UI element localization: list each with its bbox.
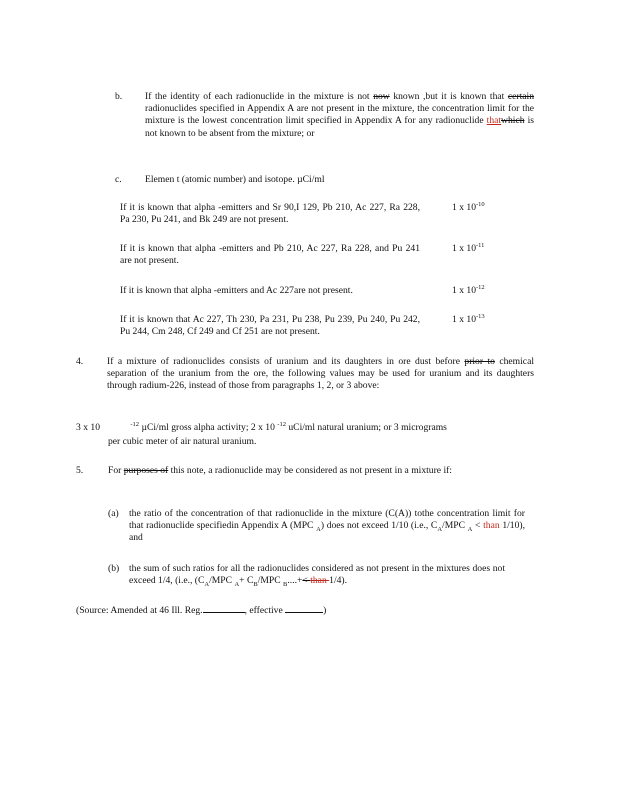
- item-c-heading: Elemen t (atomic number) and isotope. µCi/ml: [145, 174, 325, 185]
- item-5a-lt: <: [472, 520, 484, 532]
- row-2-exponent: -11: [475, 241, 485, 249]
- item-4-text-1: If a mixture of radionuclides consists of uranium and its daughters in ore dust before: [107, 356, 465, 367]
- alpha-base: 3 x 10: [76, 422, 100, 433]
- values-line-2: per cubic meter of air natural uranium.: [108, 436, 257, 447]
- item-4-text: [107, 356, 534, 393]
- item-c-label: c.: [115, 174, 122, 185]
- sub-b-1: A: [204, 581, 210, 589]
- item-5a-text-3: /MPC: [442, 520, 468, 532]
- deleted-certain: certain: [507, 91, 535, 102]
- deleted-lt: <: [302, 575, 311, 587]
- item-c-row-2-text: If it is known that alpha -emitters and Pb 210, Ac 227, Ra 228, and Pu 241 are not present.: [120, 243, 420, 267]
- values-line: [76, 422, 536, 434]
- row-3-exponent: -12: [475, 283, 485, 291]
- source-text-3: ): [323, 605, 327, 616]
- item-5a-label: (a): [108, 508, 119, 519]
- item-5b-text-1: the sum of such ratios for all the radionuclides considered as not present in the mixtures does not exceed 1/4, (i.e., (C: [129, 563, 505, 587]
- alpha-text: µCi/ml gross alpha activity; 2 x 10: [139, 422, 278, 433]
- deleted-purposes-of: purposes of: [123, 465, 169, 476]
- item-5-text-1: this note, a radionuclide may be considered as not present in a mixture if:: [168, 465, 452, 476]
- row-1-exponent: -10: [475, 200, 485, 208]
- item-b-label: b.: [115, 91, 123, 102]
- item-c-row-4-text: If it is known that Ac 227, Th 230, Pa 231, Pu 238, Pu 239, Pu 240, Pu 242, Pu 244, Cm 248, Cf 249 and Cf 251 are not present.: [120, 314, 420, 338]
- item-4-label: 4.: [76, 356, 84, 367]
- item-c-row-1-value: [452, 202, 485, 214]
- deleted-which: which: [501, 115, 525, 127]
- row-4-base: 1 x 10: [452, 314, 476, 325]
- sub-b-4: B: [283, 581, 288, 589]
- item-5a-text-4: 1/10), and: [129, 520, 525, 544]
- inserted-that: that: [486, 115, 502, 127]
- item-c-row-3-value: [452, 285, 485, 297]
- deleted-prior-to: prior to: [464, 356, 495, 367]
- item-5-intro: [108, 465, 490, 477]
- sub-a-2: A: [437, 526, 443, 534]
- item-5b-text-2: /MPC: [209, 575, 235, 587]
- item-5b-text-5: ....+: [287, 575, 303, 587]
- item-5a-text: [129, 508, 525, 545]
- item-c-row-1-text: If it is known that alpha -emitters and Sr 90,I 129, Pb 210, Ac 227, Ra 228, Pa 230, Pu 241, and Bk 249 are not present.: [120, 202, 420, 226]
- item-b-text-2: known ,but it is known that: [389, 91, 508, 102]
- row-2-base: 1 x 10: [452, 243, 476, 254]
- alpha-exponent: -12: [130, 420, 140, 428]
- item-c-row-4-value: [452, 314, 485, 326]
- row-1-base: 1 x 10: [452, 202, 476, 213]
- item-4-text-2: chemical separation of the uranium from the ore, the following values may be used for uranium and its daughters through radium-226, instead of those from paragraphs 1, 2, or 3 above:: [107, 356, 534, 392]
- item-b-text-3: radionuclides specified in Appendix A are not present in the mixture, the concentration limit for the mixture is the lowest concentration limit specified in Appendix A for any radionuclide: [145, 103, 534, 127]
- uranium-text: uCi/ml natural uranium; or 3 micrograms: [285, 422, 447, 433]
- inserted-than-a: than: [483, 520, 500, 532]
- sub-b-2: A: [234, 581, 240, 589]
- deleted-than-b: than: [310, 575, 330, 587]
- sub-a-3: A: [467, 526, 473, 534]
- item-b-text-4: is not known to be absent from the mixture; or: [145, 115, 534, 139]
- item-5a-text-1: the ratio of the concentration of that radionuclide in the mixture (C(A)) tothe concentration limit for that radionuclide specifiedin Appendix A (MPC: [129, 508, 525, 532]
- effective-blank: [285, 603, 323, 613]
- item-c-row-2-value: [452, 243, 484, 255]
- sub-a-1: A: [316, 526, 321, 534]
- item-5b-text-6: 1/4).: [329, 575, 347, 587]
- item-5b-label: (b): [108, 563, 120, 574]
- item-5b-text: [129, 563, 505, 587]
- item-5b-text-4: /MPC: [257, 575, 284, 587]
- item-5-label: 5.: [76, 465, 84, 476]
- item-5-for: For: [108, 465, 124, 476]
- source-text-2: , effective: [244, 605, 286, 616]
- row-3-base: 1 x 10: [452, 285, 476, 296]
- item-b-text: [145, 91, 534, 140]
- source-line: [76, 603, 326, 617]
- sub-b-3: B: [253, 581, 258, 589]
- deleted-now: now: [373, 91, 390, 102]
- item-5b-text-3: + C: [239, 575, 254, 587]
- item-b-text-1: If the identity of each radionuclide in the mixture is not: [145, 91, 374, 102]
- item-c-row-3-text: If it is known that alpha -emitters and Ac 227are not present.: [120, 285, 353, 296]
- source-text-1: (Source: Amended at 46 Ill. Reg.: [76, 605, 203, 616]
- uranium-exponent: -12: [277, 420, 286, 428]
- reg-blank: [203, 603, 245, 613]
- row-4-exponent: -13: [475, 312, 485, 320]
- item-5a-text-2: ) does not exceed 1/10 (i.e., C: [320, 520, 438, 532]
